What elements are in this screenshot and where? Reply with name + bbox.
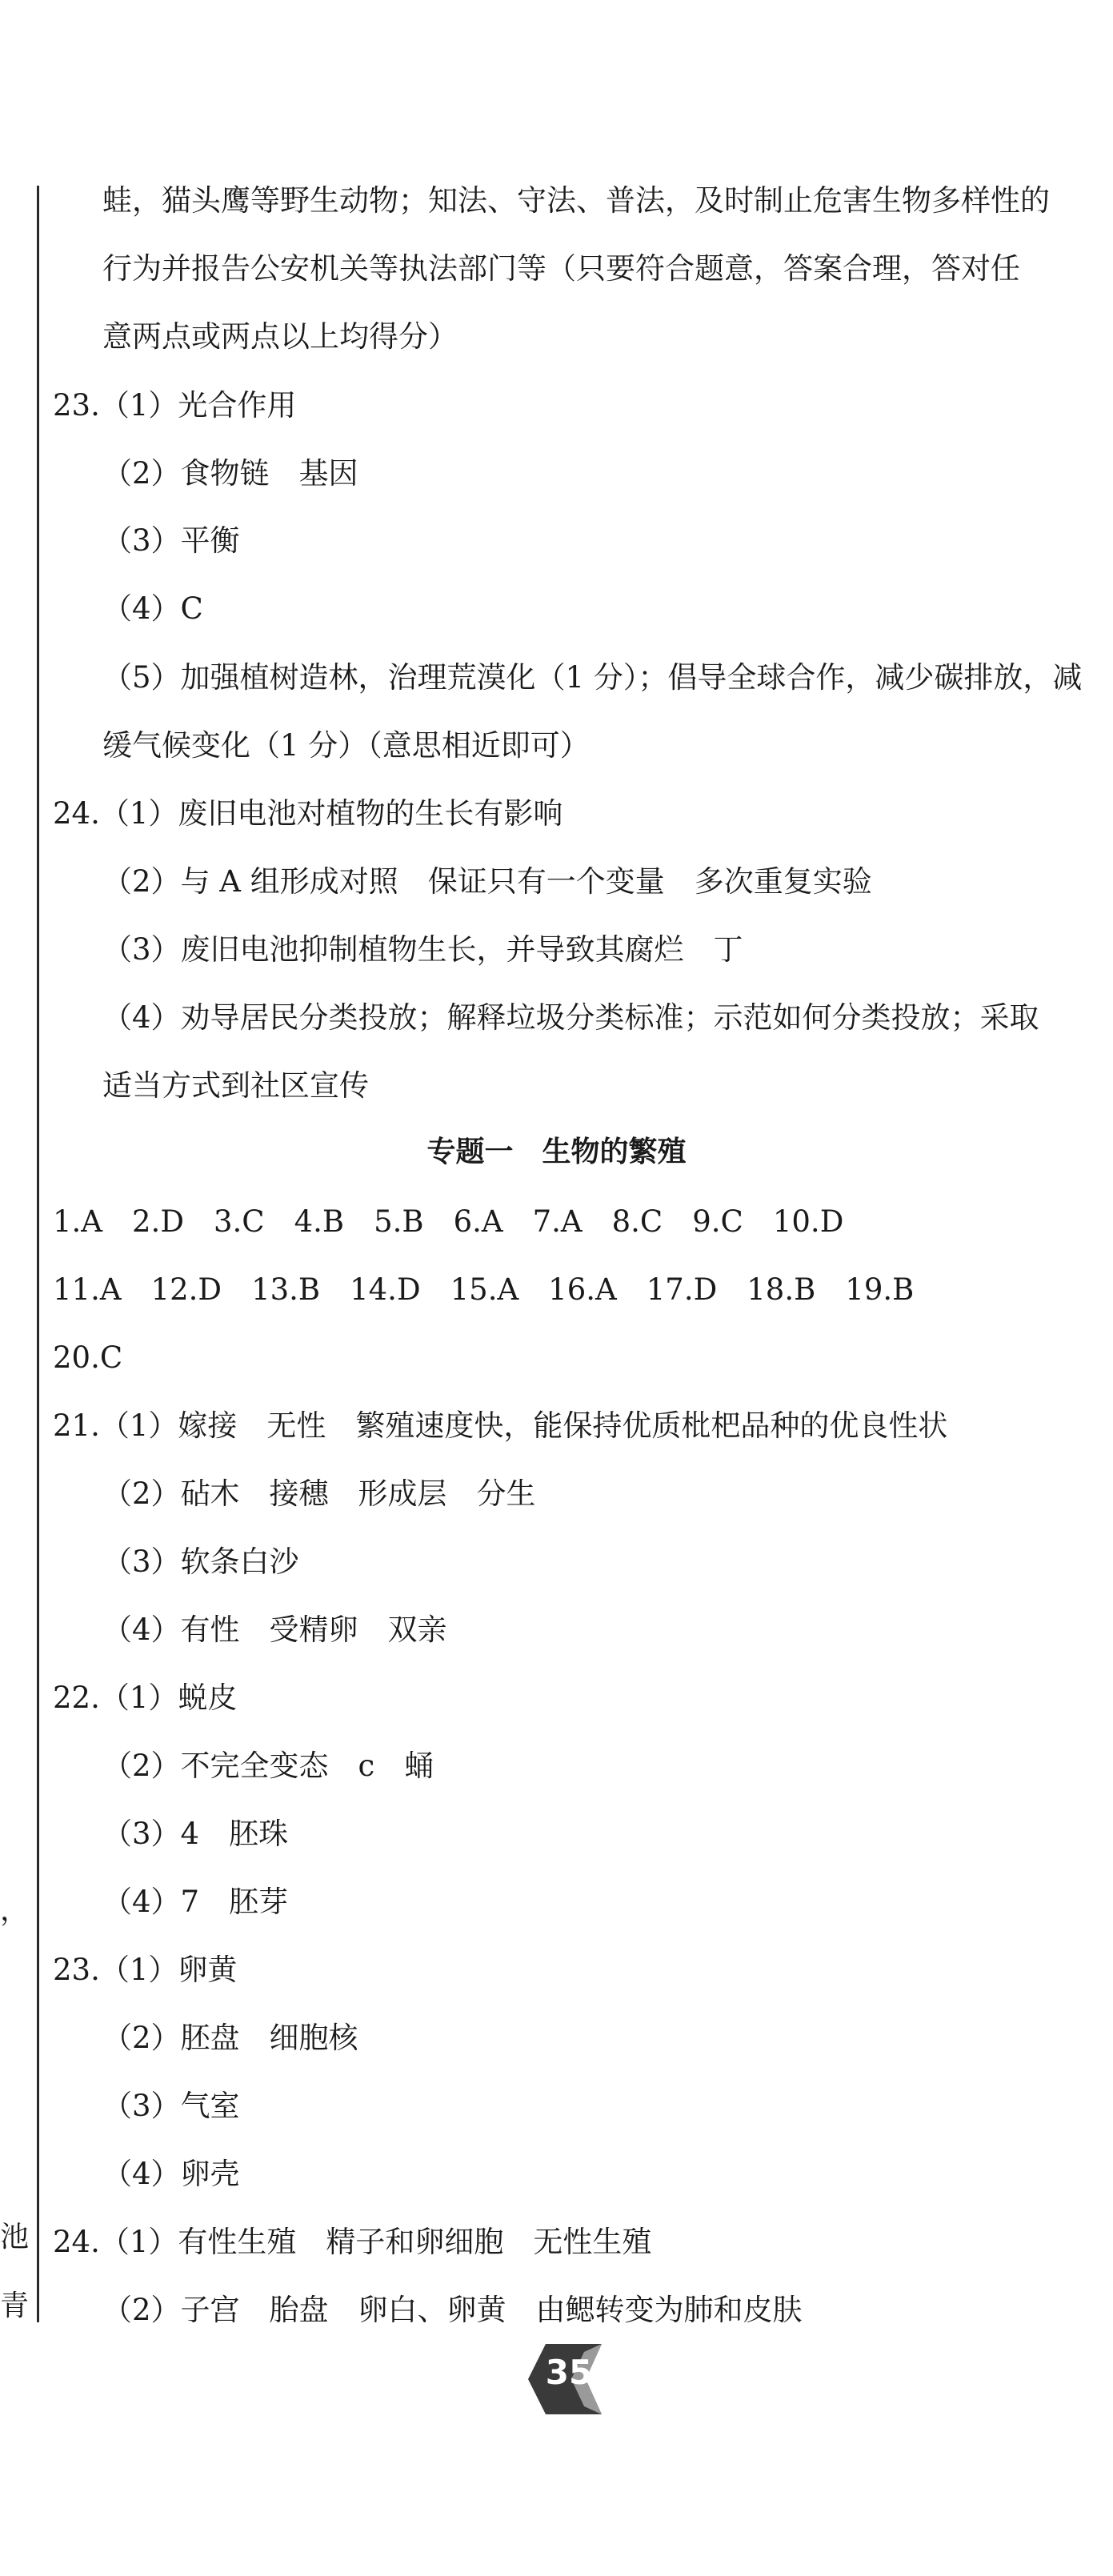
choice-answers-row-2: 11.A 12.D 13.B 14.D 15.A 16.A 17.D 18.B 19.B	[53, 1272, 915, 1307]
question-24b-line: 24.（1）有性生殖 精子和卵细胞 无性生殖	[53, 2225, 652, 2259]
section-title: 专题一 生物的繁殖	[426, 1136, 687, 1168]
choice-answers-row-1: 1.A 2.D 3.C 4.B 5.B 6.A 7.A 8.C 9.C 10.D	[53, 1204, 844, 1239]
answer-line: （2）砧木 接穗 形成层 分生	[102, 1476, 536, 1511]
question-24-line: 24.（1）废旧电池对植物的生长有影响	[53, 796, 563, 831]
answer-line: （3）废旧电池抑制植物生长，并导致其腐烂 丁	[102, 932, 743, 967]
answer-line: 意两点或两点以上均得分）	[102, 319, 458, 354]
answer-line: （2）食物链 基因	[102, 456, 358, 491]
answer-line: 蛙，猫头鹰等野生动物；知法、守法、普法，及时制止危害生物多样性的	[102, 183, 1050, 218]
question-23b-line: 23.（1）卵黄	[53, 1953, 238, 1987]
answer-line: （5）加强植树造林，治理荒漠化（1 分）；倡导全球合作，减少碳排放，减	[102, 660, 1083, 695]
answer-line: （4）卵壳	[102, 2157, 240, 2191]
answer-line: 缓气候变化（1 分）（意思相近即可）	[102, 728, 590, 763]
page-number: 35	[545, 2353, 593, 2392]
answer-line: （4）有性 受精卵 双亲	[102, 1613, 447, 1647]
question-22-line: 22.（1）蜕皮	[53, 1681, 238, 1715]
answer-line: （2）子宫 胎盘 卵白、卵黄 由鳃转变为肺和皮肤	[102, 2293, 803, 2327]
answer-line: （3）4 胚珠	[102, 1817, 289, 1851]
question-21-line: 21.（1）嫁接 无性 繁殖速度快，能保持优质枇杷品种的优良性状	[53, 1408, 948, 1443]
answer-line: （4）7 胚芽	[102, 1885, 289, 1919]
answer-line: （3）气室	[102, 2089, 240, 2123]
left-margin-rule	[37, 186, 39, 2322]
edge-char-qing: 青	[0, 2290, 30, 2322]
answer-line: （2）与 A 组形成对照 保证只有一个变量 多次重复实验	[102, 864, 872, 899]
answer-line: （3）平衡	[102, 523, 240, 558]
answer-line: （4）劝导居民分类投放；解释垃圾分类标准；示范如何分类投放；采取	[102, 1000, 1039, 1035]
answer-line: 行为并报告公安机关等执法部门等（只要符合题意，答案合理，答对任	[102, 251, 1020, 286]
answer-line: （2）胚盘 细胞核	[102, 2021, 358, 2055]
answer-line: （2）不完全变态 c 蛹	[102, 1749, 434, 1783]
answer-line: （3）软条白沙	[102, 1544, 299, 1579]
question-23-line: 23.（1）光合作用	[53, 388, 297, 423]
edge-char-comma: ，	[0, 1894, 30, 1927]
answer-line: （4）C	[102, 591, 203, 626]
edge-char-chi: 池	[0, 2221, 30, 2253]
choice-answers-row-3: 20.C	[53, 1340, 123, 1375]
answer-line: 适当方式到社区宣传	[102, 1068, 369, 1103]
